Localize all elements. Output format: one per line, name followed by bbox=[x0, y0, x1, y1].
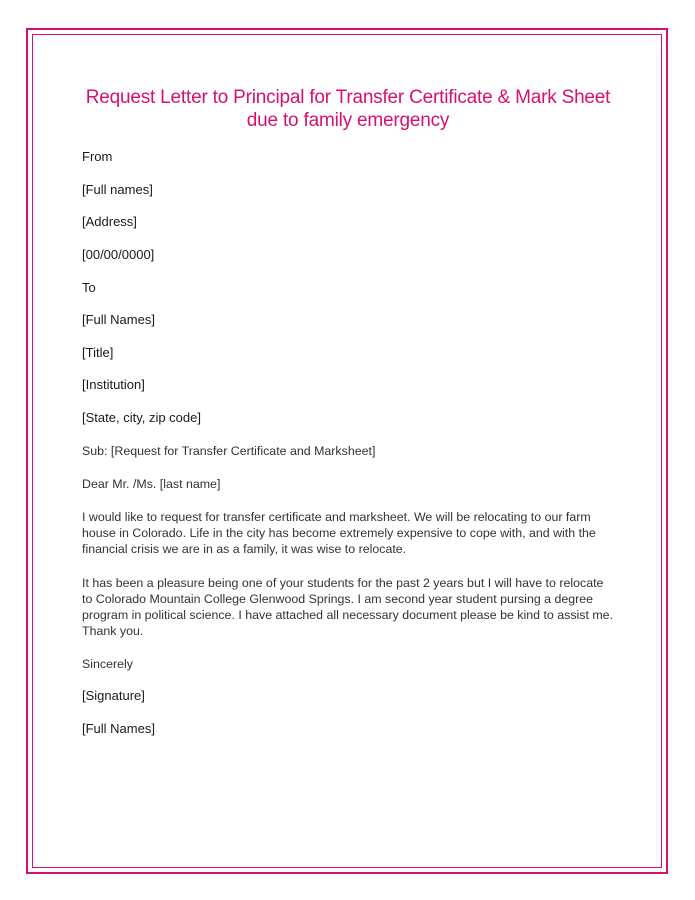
from-address: [Address] bbox=[82, 214, 137, 229]
salutation: Dear Mr. /Ms. [last name] bbox=[82, 477, 221, 491]
closing: Sincerely bbox=[82, 657, 133, 671]
paragraph-2-line: It has been a pleasure being one of your students for the past 2 years but I will have to relocate bbox=[82, 576, 604, 590]
letter-title-line-1: Request Letter to Principal for Transfer Certificate & Mark Sheet bbox=[85, 87, 611, 108]
from-label: From bbox=[82, 149, 113, 164]
paragraph-2-line: program in political science. I have attached all necessary document please be kind to assist me. bbox=[82, 608, 614, 622]
letter-title-line-2: due to family emergency bbox=[246, 110, 450, 131]
signoff-name: [Full Names] bbox=[82, 721, 155, 736]
subject-line: Sub: [Request for Transfer Certificate and Marksheet] bbox=[82, 444, 376, 458]
to-institution: [Institution] bbox=[82, 377, 145, 392]
paragraph-1-line: financial crisis we are in as a family, it was wise to relocate. bbox=[82, 542, 407, 556]
from-name: [Full names] bbox=[82, 182, 153, 197]
paragraph-1-line: house in Colorado. Life in the city has become extremely expensive to cope with, and with the bbox=[82, 526, 596, 540]
paragraph-2-line: to Colorado Mountain College Glenwood Springs. I am second year student pursing a degree bbox=[82, 592, 594, 606]
letter-title bbox=[60, 86, 636, 132]
to-title: [Title] bbox=[82, 345, 114, 360]
paragraph-2-line: Thank you. bbox=[82, 624, 144, 638]
signature: [Signature] bbox=[82, 688, 145, 703]
to-label: To bbox=[82, 280, 96, 295]
to-name: [Full Names] bbox=[82, 312, 155, 327]
to-location: [State, city, zip code] bbox=[82, 410, 201, 425]
paragraph-1-line: I would like to request for transfer certificate and marksheet. We will be relocating to our farm bbox=[82, 510, 591, 524]
letter-date: [00/00/0000] bbox=[82, 247, 155, 262]
